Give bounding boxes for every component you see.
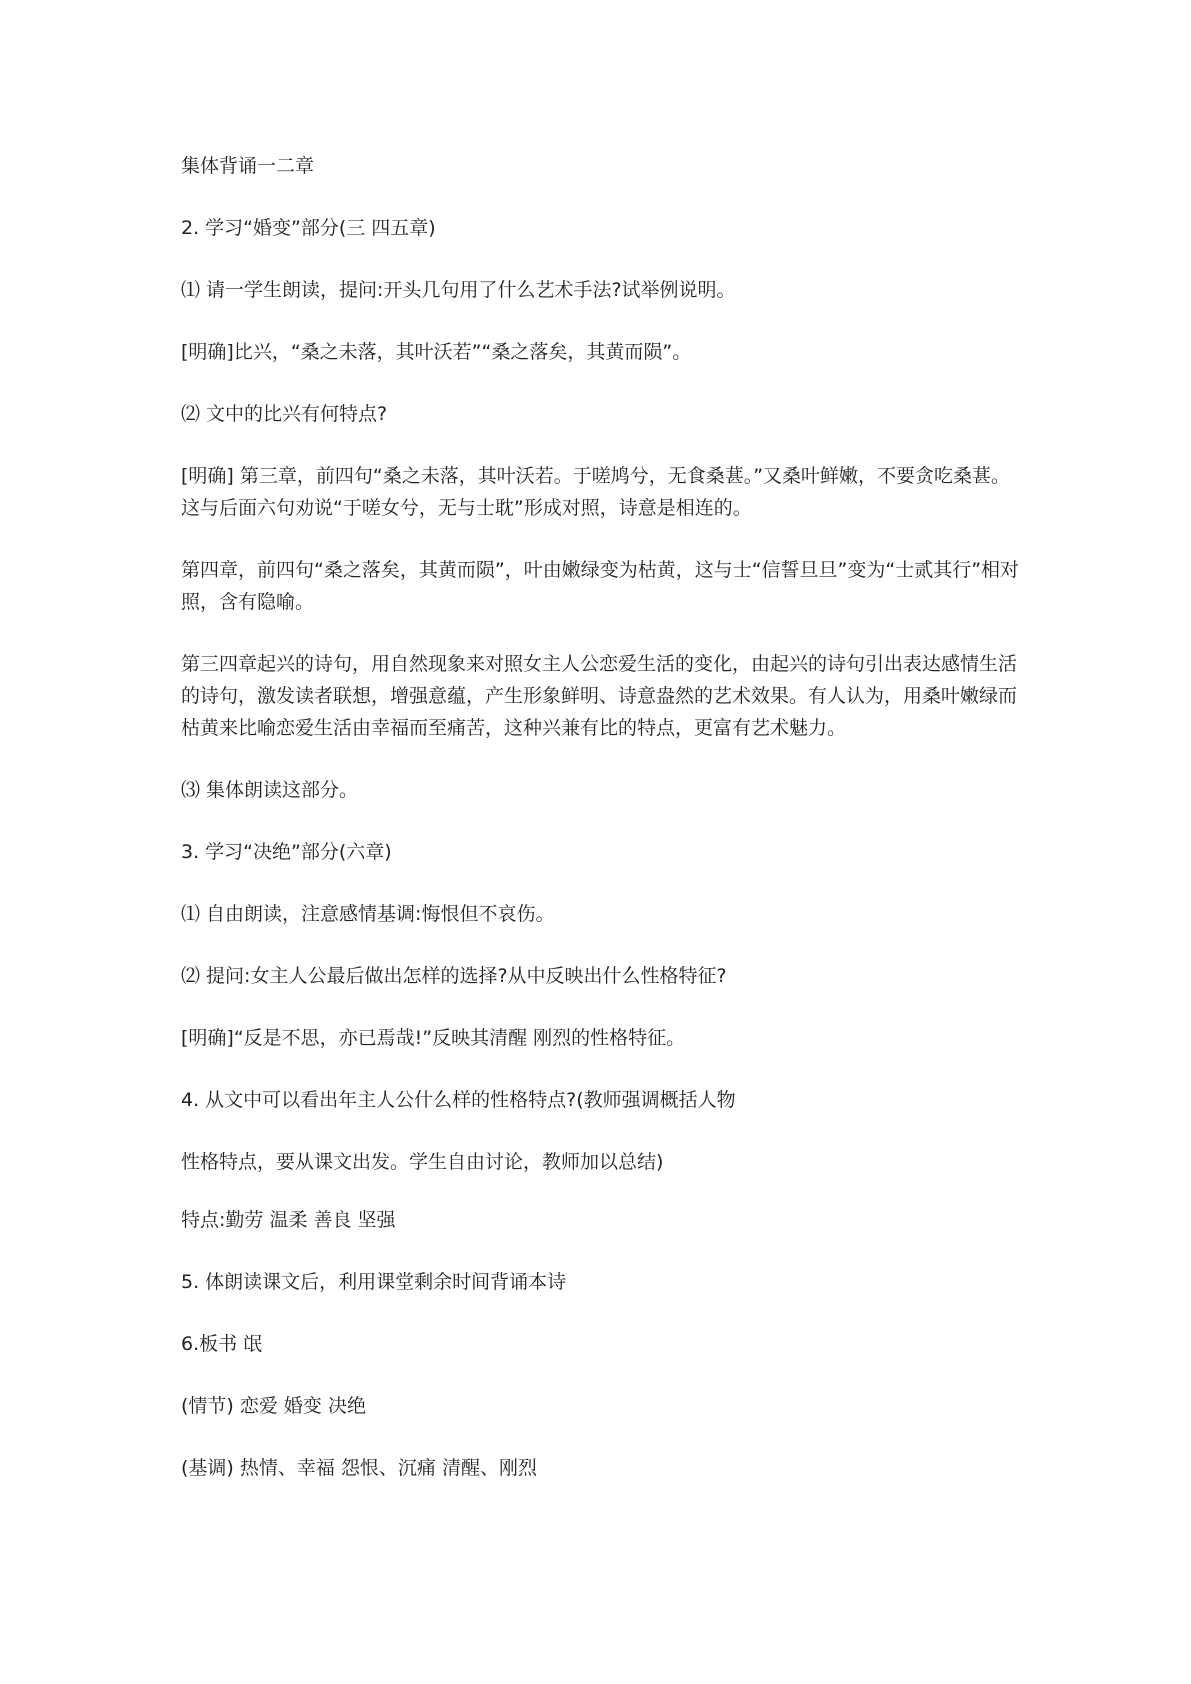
answer-character-traits: [明确]“反是不思，亦已焉哉!”反映其清醒 刚烈的性格特征。: [181, 1027, 686, 1049]
answer-1-bixing: [明确]比兴，“桑之未落，其叶沃若”“桑之落矣，其黄而陨”。: [181, 341, 692, 363]
step-3-group-reading: ⑶ 集体朗读这部分。: [181, 779, 359, 801]
paragraph-character-discussion: 性格特点，要从课文出发。学生自由讨论，教师加以总结): [181, 1151, 664, 1173]
heading-marriage-change: 2. 学习“婚变”部分(三 四五章): [181, 217, 436, 239]
paragraph-chapters-analysis: 第三四章起兴的诗句，用自然现象来对照女主人公恋爱生活的变化，由起兴的诗句引出表达感情生活的诗句，激发读者联想，增强意蕴，产生形象鲜明、诗意盎然的艺术效果。有人认为，用桑叶嫩绿而枯黄来比喻恋爱生活由幸福而至痛苦，这种兴兼有比的特点，更富有艺术魅力。: [181, 653, 1018, 739]
heading-character-features: 4. 从文中可以看出年主人公什么样的性格特点?(教师强调概括人物: [181, 1089, 736, 1111]
paragraph-recite-chapters: 集体背诵一二章: [181, 155, 315, 177]
heading-blackboard: 6.板书 氓: [181, 1333, 263, 1355]
question-1-art-technique: ⑴ 请一学生朗读，提问:开头几句用了什么艺术手法?试举例说明。: [181, 279, 736, 301]
blackboard-tone-row: (基调) 热情、幸福 怨恨、沉痛 清醒、刚烈: [181, 1457, 537, 1479]
blackboard-plot-row: (情节) 恋爱 婚变 决绝: [181, 1395, 366, 1417]
question-2-bixing-features: ⑵ 文中的比兴有何特点?: [181, 403, 388, 425]
step-2-question-choice: ⑵ 提问:女主人公最后做出怎样的选择?从中反映出什么性格特征?: [181, 965, 727, 987]
paragraph-chapter-four: 第四章，前四句“桑之落矣，其黄而陨”，叶由嫩绿变为枯黄，这与士“信誓旦旦”变为“士贰其行”相对照，含有隐喻。: [181, 559, 1020, 613]
heading-decisive-break: 3. 学习“决绝”部分(六章): [181, 841, 392, 863]
step-1-free-reading: ⑴ 自由朗读，注意感情基调:悔恨但不哀伤。: [181, 903, 555, 925]
heading-recite-poem: 5. 体朗读课文后，利用课堂剩余时间背诵本诗: [181, 1271, 567, 1293]
answer-2-chapter-three: [明确] 第三章，前四句“桑之未落，其叶沃若。于嗟鸠兮，无食桑葚。”又桑叶鲜嫩，不要贪吃桑葚。这与后面六句劝说“于嗟女兮，无与士耽”形成对照，诗意是相连的。: [181, 465, 1011, 519]
document-body: [181, 150, 1021, 1514]
paragraph-features-list: 特点:勤劳 温柔 善良 坚强: [181, 1209, 396, 1231]
